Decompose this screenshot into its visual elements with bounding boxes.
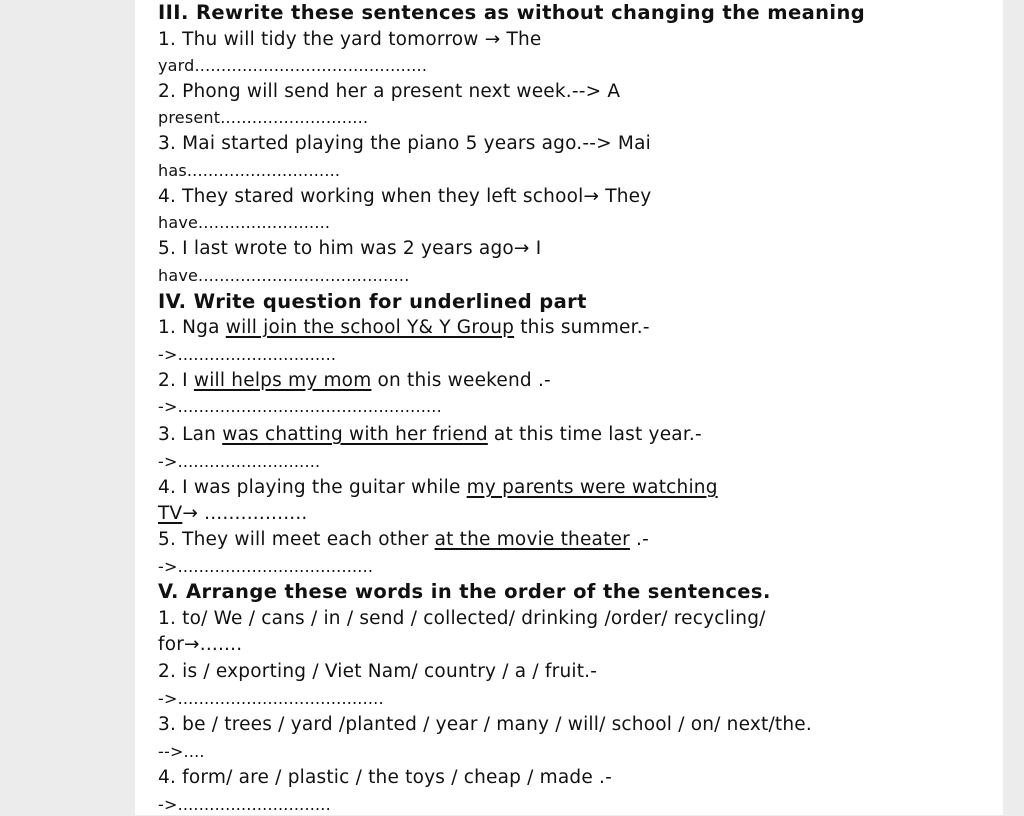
s3-question-1: 1. Thu will tidy the yard tomorrow → The [158, 29, 542, 50]
s4-q4-before: 4. I was playing the guitar while [158, 477, 467, 498]
s4-q4-cont-after: → ................. [182, 503, 308, 524]
s5-answer-3: -->.... [158, 742, 205, 761]
s5-question-1: 1. to/ We / cans / in / send / collected/ drinking /order/ recycling/ [158, 608, 766, 629]
s5-question-3: 3. be / trees / yard /planted / year / many / will/ school / on/ next/the. [158, 714, 812, 735]
s4-q2-before: 2. I [158, 370, 194, 391]
s4-q3-after: at this time last year.- [487, 424, 702, 445]
s4-q3-before: 3. Lan [158, 424, 223, 445]
section-5-heading: V. Arrange these words in the order of the sentences. [158, 580, 771, 603]
s4-answer-5: ->..................................... [158, 557, 374, 576]
s4-answer-1: ->.............................. [158, 345, 337, 364]
s4-q2-underlined: will helps my mom [193, 370, 372, 391]
s5-question-1-continued: for→....... [158, 634, 243, 655]
s4-q1-after: this summer.- [514, 317, 650, 338]
s4-question-4 [158, 477, 718, 499]
s4-answer-3: ->........................... [158, 452, 321, 471]
s4-q5-after: .- [629, 529, 649, 550]
s3-question-2: 2. Phong will send her a present next week.--> A [158, 81, 621, 102]
s4-question-3 [158, 424, 702, 446]
s4-q1-before: 1. Nga [158, 317, 226, 338]
s3-answer-5: have........................................ [158, 266, 410, 285]
s5-answer-2: ->....................................... [158, 689, 384, 708]
s4-question-5 [158, 529, 649, 551]
s4-q1-underlined: will join the school Y& Y Group [225, 317, 515, 338]
s3-answer-3: has............................. [158, 161, 341, 180]
s3-answer-4: have......................... [158, 213, 331, 232]
s3-answer-2: present............................ [158, 108, 369, 127]
section-3-heading: III. Rewrite these sentences as without changing the meaning [158, 1, 866, 24]
s3-answer-1: yard............................................ [158, 56, 428, 75]
s4-q5-before: 5. They will meet each other [158, 529, 435, 550]
s3-question-5: 5. I last wrote to him was 2 years ago→ I [158, 238, 542, 259]
s4-q2-after: on this weekend .- [371, 370, 551, 391]
s4-q4-cont-underlined: TV [158, 503, 183, 524]
s4-q3-underlined: was chatting with her friend [222, 424, 488, 445]
s3-question-3: 3. Mai started playing the piano 5 years ago.--> Mai [158, 133, 651, 154]
s4-q5-underlined: at the movie theater [434, 529, 630, 550]
s4-question-4-continued [158, 503, 308, 525]
s4-answer-2: ->.................................................. [158, 397, 442, 416]
s4-question-1 [158, 317, 650, 339]
s5-question-2: 2. is / exporting / Viet Nam/ country / a / fruit.- [158, 661, 598, 682]
s3-question-4: 4. They stared working when they left school→ They [158, 186, 652, 207]
s5-answer-4: ->............................. [158, 795, 331, 814]
s5-question-4: 4. form/ are / plastic / the toys / cheap / made .- [158, 767, 612, 788]
s4-question-2 [158, 370, 551, 392]
s4-q4-underlined: my parents were watching [466, 477, 718, 498]
section-4-heading: IV. Write question for underlined part [158, 290, 587, 313]
